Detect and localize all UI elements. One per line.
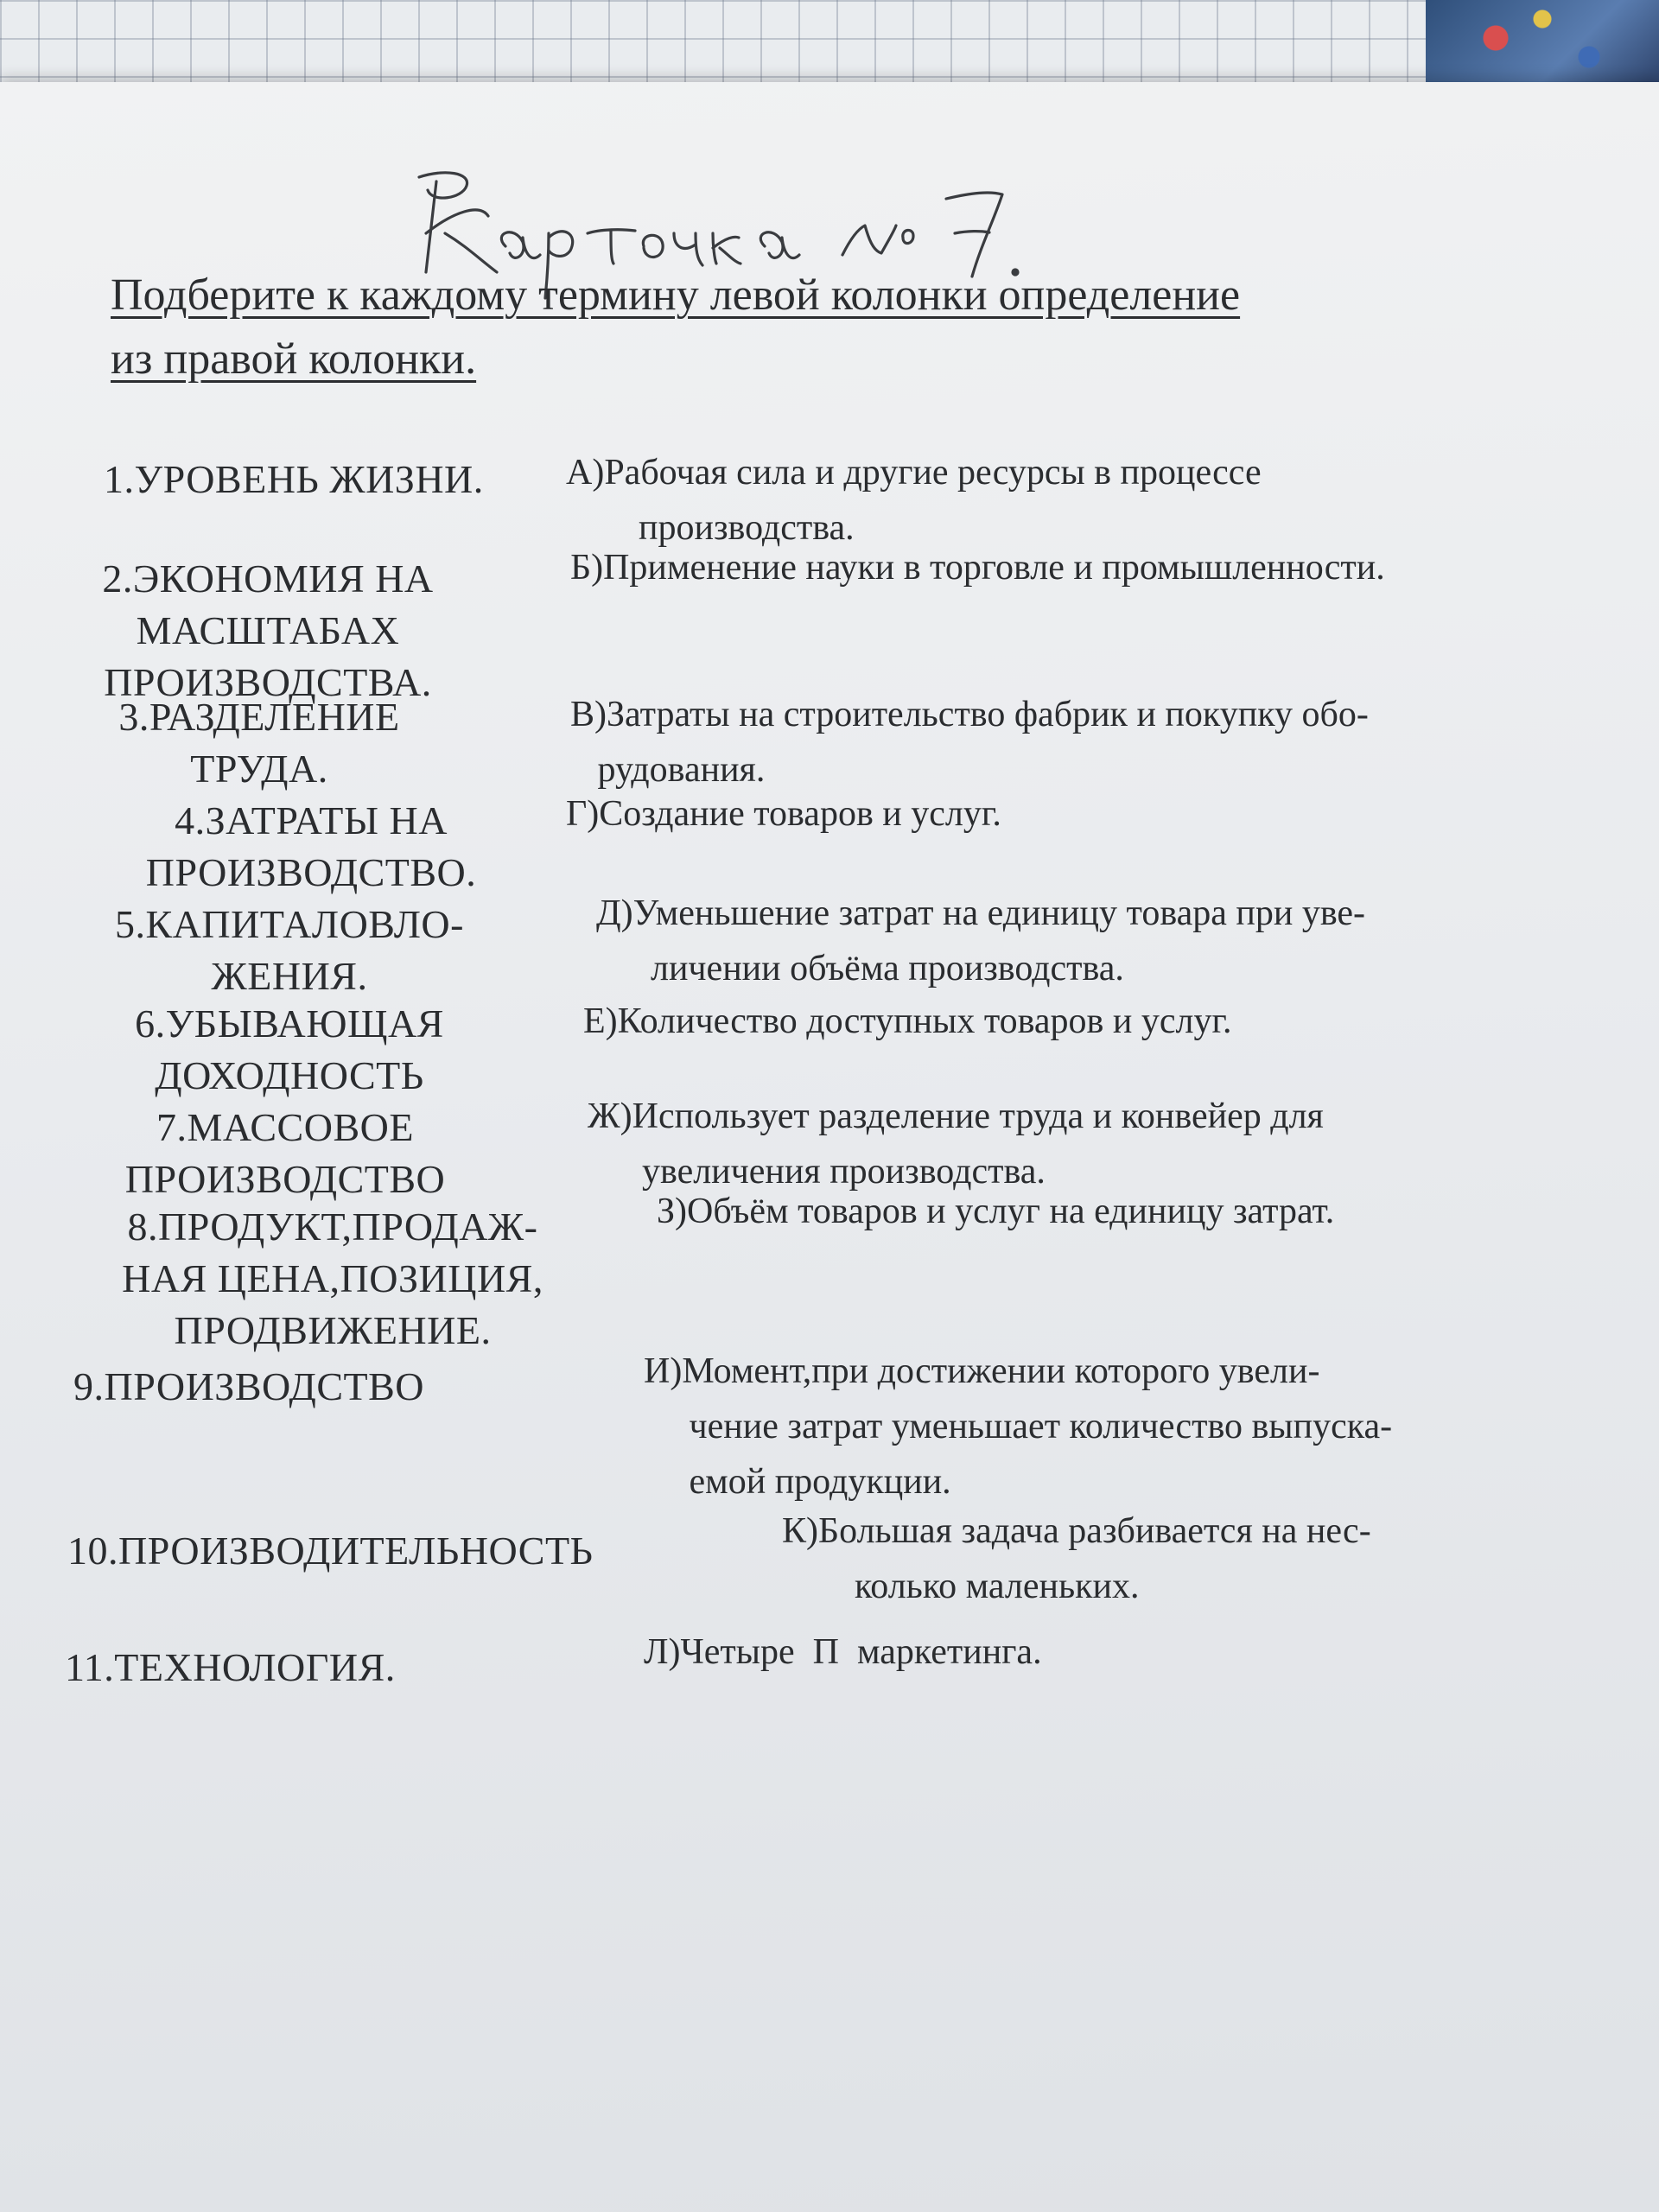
term-8: 8.ПРОДУКТ,ПРОДАЖ- НАЯ ЦЕНА,ПОЗИЦИЯ, ПРОДВИЖЕНИЕ. <box>122 1205 543 1352</box>
definition-v: В)Затраты на строительство фабрик и покупку обо- рудования. <box>570 695 1369 790</box>
definition-zh: Ж)Использует разделение труда и конвейер для увеличения производства. <box>588 1096 1324 1192</box>
definition-g: Г)Создание товаров и услуг. <box>566 794 1001 834</box>
term-4: 4.ЗАТРАТЫ НА ПРОИЗВОДСТВО. <box>145 798 477 894</box>
definition-k: К)Большая задача разбивается на нес- колько маленьких. <box>782 1511 1371 1606</box>
term-1: 1.УРОВЕНЬ ЖИЗНИ. <box>104 457 484 501</box>
definition-d: Д)Уменьшение затрат на единицу товара при уве- личении объёма производства. <box>596 893 1366 988</box>
instruction: Подберите к каждому термину левой колонки определение из правой колонки. <box>111 270 1241 384</box>
term-10: 10.ПРОИЗВОДИТЕЛЬНОСТЬ <box>67 1529 594 1573</box>
definition-a: А)Рабочая сила и другие ресурсы в процессе производства. <box>566 453 1262 548</box>
term-5: 5.КАПИТАЛОВЛО- ЖЕНИЯ. <box>115 902 464 998</box>
term-7: 7.МАССОВОЕ ПРОИЗВОДСТВО <box>124 1105 446 1201</box>
term-11: 11.ТЕХНОЛОГИЯ. <box>65 1645 396 1689</box>
definition-z: З)Объём товаров и услуг на единицу затрат. <box>657 1192 1335 1231</box>
worksheet <box>0 82 1659 2212</box>
term-2: 2.ЭКОНОМИЯ НА МАСШТАБАХ ПРОИЗВОДСТВА. <box>102 556 434 704</box>
term-6: 6.УБЫВАЮЩАЯ ДОХОДНОСТЬ <box>135 1001 444 1097</box>
definition-e: Е)Количество доступных товаров и услуг. <box>583 1001 1232 1041</box>
term-9: 9.ПРОИЗВОДСТВО <box>73 1364 425 1408</box>
definition-b: Б)Применение науки в торговле и промышленности. <box>570 548 1385 588</box>
definition-i: И)Момент,при достижении которого увели- чение затрат уменьшает количество выпуска- емой продукции. <box>644 1351 1393 1502</box>
term-3: 3.РАЗДЕЛЕНИЕ ТРУДА. <box>118 695 400 791</box>
definition-l: Л)Четыре П маркетинга. <box>644 1632 1042 1672</box>
fabric-background <box>1426 0 1659 95</box>
